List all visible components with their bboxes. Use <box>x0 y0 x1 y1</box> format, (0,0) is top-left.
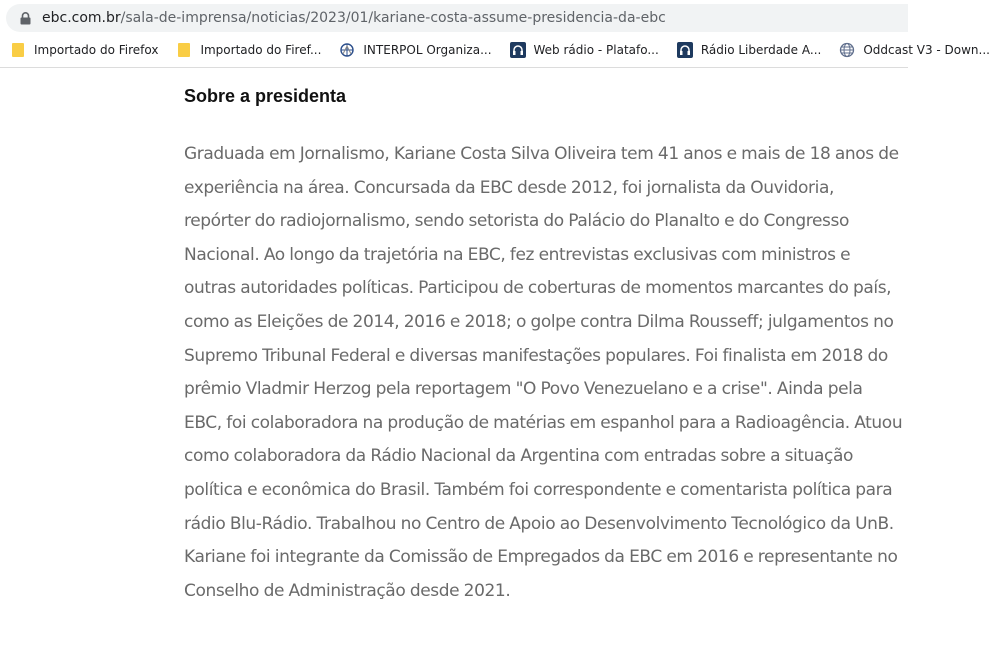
browser-chrome <box>0 0 990 68</box>
bookmark-radio-liberdade[interactable] <box>667 38 830 62</box>
lock-icon[interactable] <box>14 7 36 29</box>
url-path: /sala-de-imprensa/noticias/2023/01/kariane-costa-assume-presidencia-da-ebc <box>120 10 666 26</box>
article-section <box>184 84 904 608</box>
address-bar[interactable] <box>6 4 908 32</box>
bookmark-web-radio[interactable] <box>500 38 667 62</box>
bookmark-oddcast[interactable] <box>829 38 998 62</box>
bookmarks-bar <box>0 38 990 62</box>
bookmark-label: INTERPOL Organiza... <box>363 43 492 57</box>
url-host: ebc.com.br <box>42 10 121 26</box>
bookmark-label: Importado do Firefox <box>34 43 159 57</box>
bookmark-interpol[interactable] <box>329 38 499 62</box>
folder-icon <box>176 42 192 58</box>
article-paragraph: Graduada em Jornalismo, Kariane Costa Silva Oliveira tem 41 anos e mais de 18 anos de experiência na área. Concursada da EBC desde 2012, foi jornalista da Ouvidoria, repórter do radiojornalismo, sendo setorista do Palácio do Planalto e do Congresso Nacional. Ao longo da trajetória na EBC, fez entrevistas exclusivas com ministros e outras autoridades políticas. Participou de coberturas de momentos marcantes do país, como as Eleições de 2014, 2016 e 2018; o golpe contra Dilma Rousseff; julgamentos no Supremo Tribunal Federal e diversas manifestações populares. Foi finalista em 2018 do prêmio Vladmir Herzog pela reportagem "O Povo Venezuelano e a crise". Ainda pela EBC, foi colaboradora na produção de matérias em espanhol para a Radioagência. Atuou como colaboradora da Rádio Nacional da Argentina com entradas sobre a situação política e econômica do Brasil. Também foi correspondente e comentarista política para rádio Blu-Rádio. Trabalhou no Centro de Apoio ao Desenvolvimento Tecnológico da UnB. Kariane foi integrante da Comissão de Empregados da EBC em 2016 e representante no Conselho de Administração desde 2021. <box>184 144 903 601</box>
bookmark-label: Rádio Liberdade A... <box>700 43 822 57</box>
bookmark-label: Web rádio - Platafo... <box>533 43 659 57</box>
headphones-icon <box>510 42 526 58</box>
url-text[interactable] <box>42 10 666 26</box>
globe-icon <box>839 42 855 58</box>
bookmark-importado-firefox[interactable] <box>0 38 166 62</box>
bookmark-importado-firef[interactable] <box>166 38 329 62</box>
bookmark-label: Oddcast V3 - Down... <box>863 43 990 57</box>
bookmark-label: Importado do Firef... <box>200 43 322 57</box>
section-title: Sobre a presidenta <box>184 86 347 106</box>
folder-icon <box>10 42 26 58</box>
headphones-icon <box>677 42 693 58</box>
interpol-icon <box>339 42 355 58</box>
